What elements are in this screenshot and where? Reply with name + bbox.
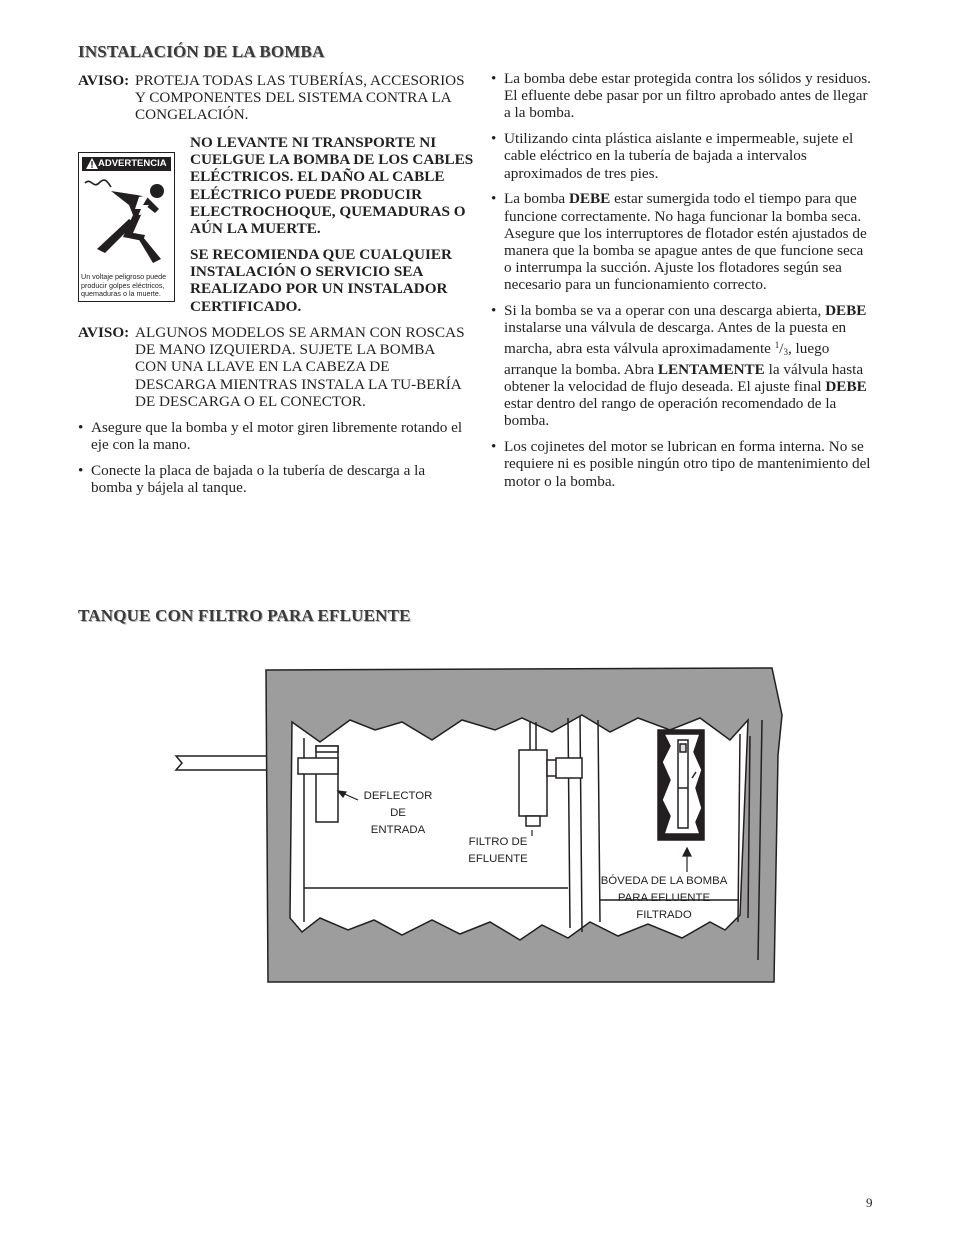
left-bullet-list [78,419,466,505]
notice-label: AVISO: [78,72,130,89]
electrical-hazard-warning-label [78,152,175,302]
section-title-effluent-filter-tank: TANQUE CON FILTRO PARA EFLUENTE [78,606,411,625]
list-item: • Conecte la placa de bajada o la tubería de descarga a la bomba y bájela al tanque. [78,462,466,496]
warning-caption: Un voltaje peligroso puede producir golpes eléctricos, quemaduras o la muerte. [81,272,167,299]
effluent-filter-tank-diagram [170,660,790,990]
warning-header [82,157,171,171]
list-item: • Utilizando cinta plástica aislante e impermeable, sujete el cable eléctrico en la tubería de bajada a intervalos aproximados de tres pies. [491,130,874,182]
list-item: • La bomba DEBE estar sumergida todo el tiempo para que funcione correctamente. No haga funcionar la bomba seca. Asegure que los interruptores de flotador estén ajustados de manera que la bomba se apague antes de que funcione seca o interrumpa la succión. Ajuste los flotadores según sea necesario para un funcionamiento correcto. [491,190,874,293]
label-pump-vault: BÓVEDA DE LA BOMBA PARA EFLUENTE FILTRADO [600,875,728,921]
list-item: • La bomba debe estar protegida contra los sólidos y residuos. El efluente debe pasar por un filtro aprobado antes de llegar a la bomba. [491,70,874,122]
notice-text: PROTEJA TODAS LAS TUBERÍAS, ACCESORIOS Y COMPONENTES DEL SISTEMA CONTRA LA CONGELACIÓN. [135,72,465,124]
danger-certified-installer: SE RECOMIENDA QUE CUALQUIER INSTALACIÓN O SERVICIO SEA REALIZADO POR UN INSTALADOR CERTIFICADO. [190,246,453,315]
warning-header-text: ADVERTENCIA [98,158,167,169]
page-number: 9 [866,1195,873,1210]
list-item: • Asegure que la bomba y el motor giren libremente rotando el eje con la mano. [78,419,466,453]
notice-label: AVISO: [78,324,130,341]
inlet-pipe [176,756,280,770]
list-item: • Los cojinetes del motor se lubrican en forma interna. No se requiere ni es posible ningún otro tipo de mantenimiento del motor o la bomba. [491,438,874,490]
list-item: • Si la bomba se va a operar con una descarga abierta, DEBE instalarse una válvula de descarga. Antes de la puesta en marcha, abra esta válvula aproximadamente $^1$/3, luego arranque la bomba. Abra LENTAMENTE la válvula hasta obtener la velocidad de flujo deseada. El ajuste final DEBE estar dentro del rango de operación recomendado de la bomba. [491,302,874,429]
section-title-pump-installation: INSTALACIÓN DE LA BOMBA [78,42,325,61]
pump-vault [658,730,704,840]
label-effluent-filter: FILTRO DE EFLUENTE [468,836,528,865]
notice-left-hand-threads [78,324,468,410]
notice-text: ALGUNOS MODELOS SE ARMAN CON ROSCAS DE MANO IZQUIERDA. SUJETE LA BOMBA CON UNA LLAVE EN LA CABEZA DE DESCARGA MIENTRAS INSTALA LA TU-BERÍA DE DESCARGA O EL CONECTOR. [135,324,465,410]
warning-triangle-icon [86,158,98,169]
right-bullet-list [491,70,874,498]
electrocution-figure-icon [83,175,171,265]
notice-freeze-protection [78,72,468,124]
danger-do-not-lift-by-cables: NO LEVANTE NI TRANSPORTE NI CUELGUE LA BOMBA DE LOS CABLES ELÉCTRICOS. EL DAÑO AL CABLE ELÉCTRICO PUEDE PRODUCIR ELECTROCHOQUE, QUEMADURAS O AÚN LA MUERTE. [190,134,474,238]
label-inlet-deflector: DEFLECTOR DE ENTRADA [363,790,433,836]
